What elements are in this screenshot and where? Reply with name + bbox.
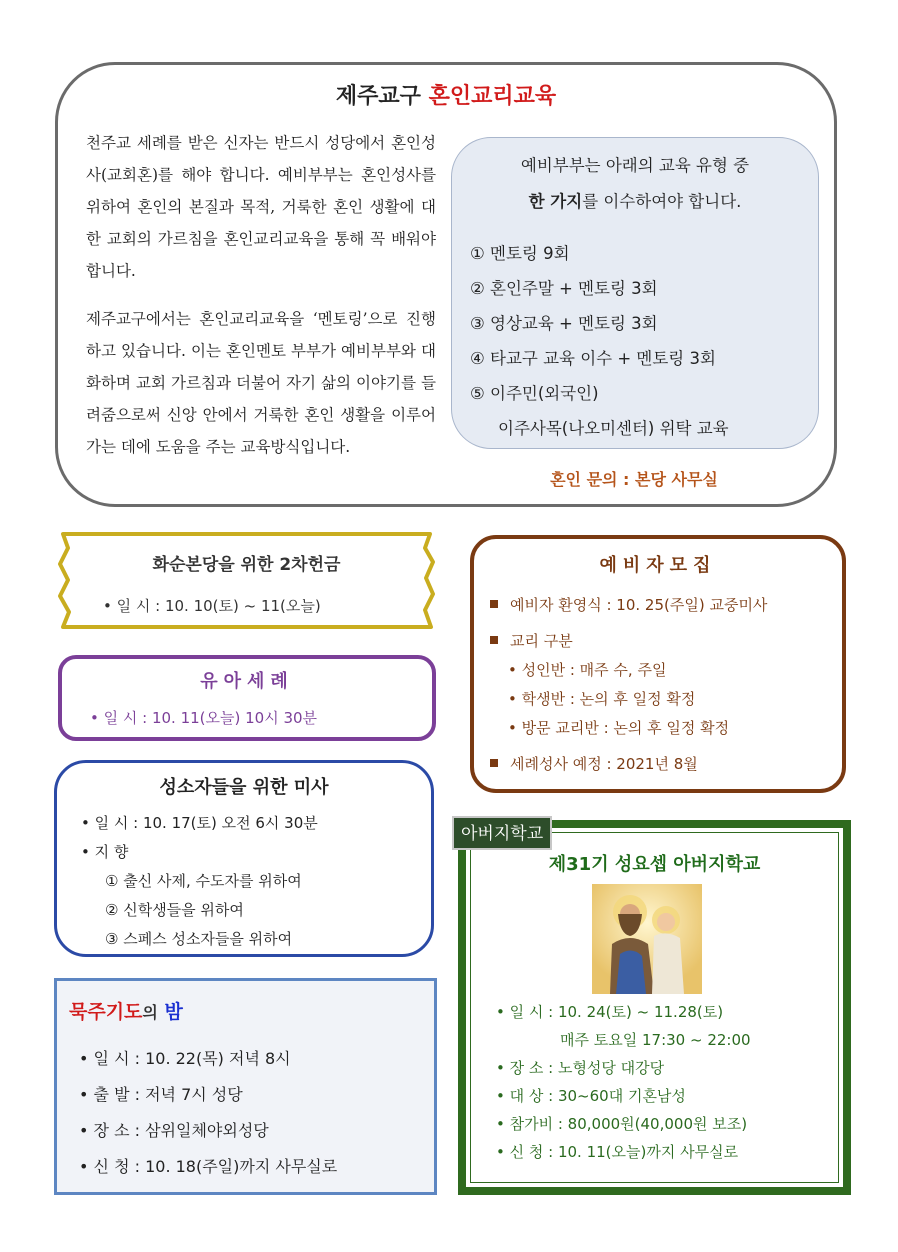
infant-baptism-date: • 일 시 : 10. 11(오늘) 10시 30분 [90, 709, 318, 727]
catechumen-list [490, 591, 767, 779]
marriage-education-box [55, 62, 837, 507]
catechumen-subitem: • 방문 교리반 : 논의 후 일정 확정 [508, 719, 730, 737]
second-collection-date: • 일 시 : 10. 10(토) ~ 11(오늘) [103, 597, 321, 615]
father-school-line: 매주 토요일 17:30 ~ 22:00 [560, 1031, 751, 1049]
marriage-title-program: 혼인교리교육 [428, 84, 557, 109]
rosary-line: • 일 시 : 10. 22(목) 저녁 8시 [79, 1049, 291, 1068]
rosary-night-list [79, 1041, 337, 1185]
rosary-night-title [69, 997, 183, 1024]
catechumen-recruit-box [470, 535, 846, 793]
option-item: ④ 타교구 교육 이수 + 멘토링 3회 [470, 349, 716, 368]
intro-rest: 를 이수하여야 합니다. [582, 192, 742, 211]
father-school-title: 제31기 성요셉 아버지학교 [548, 854, 761, 875]
father-school-line: • 대 상 : 30~60대 기혼남성 [496, 1087, 686, 1105]
infant-baptism-box [58, 655, 436, 741]
vocation-mass-list [81, 809, 318, 954]
option-item: 이주사목(나오미센터) 위탁 교육 [498, 419, 729, 438]
vocation-line: • 지 향 [81, 843, 129, 861]
infant-baptism-title: 유아세례 [200, 671, 294, 692]
education-options-intro [452, 148, 818, 220]
rosary-title-c: 밤 [164, 1001, 183, 1023]
vocation-line: ① 출신 사제, 수도자를 위하여 [105, 872, 302, 890]
square-bullet-icon [490, 600, 498, 608]
square-bullet-icon [490, 636, 498, 644]
father-school-line: • 신 청 : 10. 11(오늘)까지 사무실로 [496, 1143, 739, 1161]
catechumen-subitem: • 학생반 : 논의 후 일정 확정 [508, 690, 696, 708]
option-item: ② 혼인주말 + 멘토링 3회 [470, 279, 658, 298]
catechumen-item [490, 627, 767, 656]
vocation-line: • 일 시 : 10. 17(토) 오전 6시 30분 [81, 814, 318, 832]
vocation-line: ③ 스페스 성소자들을 위하여 [105, 930, 293, 948]
father-school-line: • 일 시 : 10. 24(토) ~ 11.28(토) [496, 1003, 724, 1021]
option-item: ⑤ 이주민(외국인) [470, 384, 599, 403]
marriage-title [58, 79, 834, 110]
rosary-title-b: 의 [142, 1003, 158, 1022]
catechumen-title: 예비자모집 [599, 555, 717, 576]
education-options-box [451, 137, 819, 449]
catechumen-item [490, 750, 767, 779]
option-item: ① 멘토링 9회 [470, 244, 570, 263]
saint-joseph-image [592, 884, 702, 994]
rosary-title-a: 묵주기도 [69, 1001, 143, 1023]
intro-line-1: 예비부부는 아래의 교육 유형 중 [520, 156, 750, 175]
marriage-contact: 혼인 문의 : 본당 사무실 [550, 470, 718, 489]
father-school-line: • 참가비 : 80,000원(40,000원 보조) [496, 1115, 748, 1133]
second-collection-box [55, 528, 438, 633]
intro-bold: 한 가지 [528, 192, 583, 211]
catechumen-subitem: • 성인반 : 매주 수, 주일 [508, 661, 667, 679]
father-school-line: • 장 소 : 노형성당 대강당 [496, 1059, 665, 1077]
catechumen-item-text: 세례성사 예정 : 2021년 8월 [510, 755, 698, 773]
option-item: ③ 영상교육 + 멘토링 3회 [470, 314, 658, 333]
vocation-mass-box [54, 760, 434, 957]
rosary-line: • 장 소 : 삼위일체야외성당 [79, 1121, 269, 1140]
catechumen-item [490, 591, 767, 620]
catechumen-item-text: 예비자 환영식 : 10. 25(주일) 교중미사 [510, 596, 768, 614]
intro-line-2 [452, 184, 818, 220]
rosary-line: • 출 발 : 저녁 7시 성당 [79, 1085, 243, 1104]
father-school-list [496, 998, 751, 1166]
vocation-mass-title: 성소자들을 위한 미사 [159, 777, 329, 798]
rosary-night-box [54, 978, 437, 1195]
scroll-frame-icon [55, 528, 438, 633]
education-options-list [470, 236, 729, 446]
marriage-title-diocese: 제주교구 [335, 84, 421, 109]
father-school-box [458, 820, 851, 1195]
marriage-paragraph-2: 제주교구에서는 혼인교리교육을 ‘멘토링’으로 진행하고 있습니다. 이는 혼인멘토 부부가 예비부부와 대화하며 교회 가르침과 더불어 자기 삶의 이야기를 들려줌으로써 신앙 안에서 거룩한 혼인 생활을 이루어가는 데에 도움을 주는 교육방식입니다. [86, 310, 436, 456]
rosary-line: • 신 청 : 10. 18(주일)까지 사무실로 [79, 1157, 338, 1176]
catechumen-item-text: 교리 구분 [510, 632, 573, 650]
second-collection-title: 화순본당을 위한 2차헌금 [152, 555, 341, 575]
vocation-line: ② 신학생들을 위하여 [105, 901, 244, 919]
father-school-tag: 아버지학교 [452, 816, 552, 850]
square-bullet-icon [490, 759, 498, 767]
marriage-paragraph-1: 천주교 세례를 받은 신자는 반드시 성당에서 혼인성사(교회혼)를 해야 합니다. 예비부부는 혼인성사를 위하여 혼인의 본질과 목적, 거룩한 혼인 생활에 대한 교회의 가르침을 혼인교리교육을 통해 꼭 배워야 합니다. [86, 134, 436, 280]
